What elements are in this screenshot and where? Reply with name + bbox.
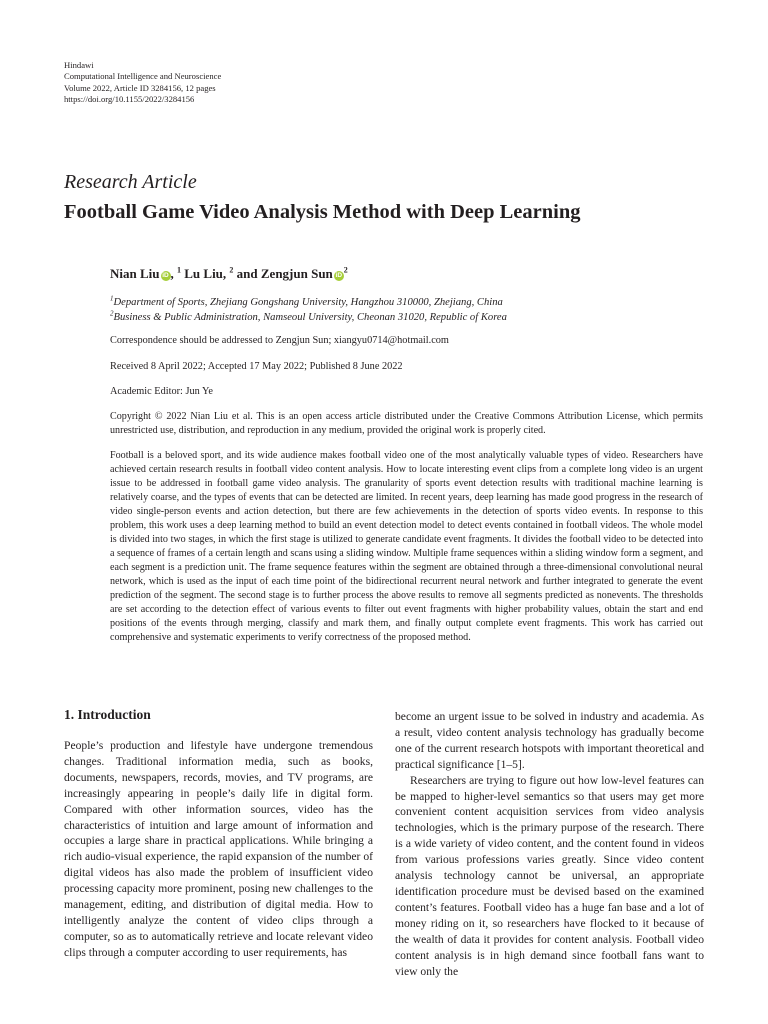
abstract: Football is a beloved sport, and its wide audience makes football video one of the most analytically valuable types of video. Researchers have achieved certain research results in football video content analysis. How to locate interesting event clips from a complete long video is an urgent issue to be addressed in football game video analysis. The granularity of sports event detection results with traditional machine learning is relatively coarse, and the types of events that can be detected are limited. In recent years, deep learning has made good progress in the research of video single-person events and action detection, but there are few achievements in the detection of sports video events. In response to this problem, this work uses a deep learning method to build an event detection model to detect events contained in football videos. The whole model is divided into two stages, in which the first stage is utilized to generate candidate event fragments. It divides the football video to be detected into a sequence of frames of a certain length and scans using a sliding window. Multiple frame sequences within a sliding window form a segment, and each segment is a prediction unit. The frame sequence features within the segment are obtained through a three-dimensional convolutional neural network, which is used as the input of each time point of the bidirectional recurrent neural network and further integrated to generate the event prediction of the segment. The second stage is to further process the above results to remove all segments predicted as nonevents. The thresholds are set according to the detection effect of various events to filter out event fragments with higher probability values, obtain the start and end positions of the events through merging, classify and mark them, and finally output complete event fragments. This work has carried out comprehensive and systematic experiments to verify correctness of the proposed method. [110, 450, 703, 643]
section-heading: 1. Introduction [64, 707, 151, 722]
orcid-icon[interactable]: iD [335, 272, 343, 279]
publisher-name: Hindawi [64, 60, 94, 70]
orcid-icon[interactable]: iD [162, 272, 169, 279]
academic-editor: Academic Editor: Jun Ye [110, 386, 213, 397]
article-type: Research Article [64, 171, 197, 193]
paragraph: People’s production and lifestyle have undergone tremendous changes. Traditional information media, such as books, documents, newspapers, records, movies, and TV programs, are increasingly appearing in people’s daily life in digital form. Compared with other information sources, video has the characteristics of intuition and large amount of information and occupies a large share in practical applications. While bringing a rich audio-visual experience, the rapid expansion of the number of digital videos has also made the problem of insufficient video processing capacity more prominent, posing new challenges to the management, editing, and distribution of digital media. How to intelligently analyze the content of video clips through a computer, so as to automatically retrieve and locate relevant video clips through a computer according to user requirements, has [64, 739, 373, 959]
author-affil-number: 2 [343, 265, 348, 275]
affiliation-text: Department of Sports, Zhejiang Gongshang University, Hangzhou 310000, Zhejiang, China [113, 297, 503, 308]
affiliations [110, 296, 507, 325]
paragraph: Researchers are trying to figure out how low-level features can be mapped to higher-level semantics so that users may get more convenient content acquisition services from video analysis technologies, which is the primary purpose of the research. There is a wide variety of video content, and the content found in videos from various professions varies greatly. Since video content analysis technology cannot be universal, an appropriate identification procedure must be devised based on the examined content’s features. Football video has a huge fan base and a lot of money riding on it, so researchers have flocked to it because of the wealth of data it provides for content analysis. Football video content analysis is in high demand since football fans want to view only the [395, 773, 704, 978]
volume-info: Volume 2022, Article ID 3284156, 12 pages [64, 82, 216, 93]
publication-dates: Received 8 April 2022; Accepted 17 May 2022; Published 8 June 2022 [110, 361, 403, 372]
correspondence-line: Correspondence should be addressed to Zengjun Sun; xiangyu0714@hotmail.com [110, 335, 449, 346]
paragraph: become an urgent issue to be solved in industry and academia. As a result, video content analysis technology has gradually become one of the current research hotspots with important theoretical and practical significance [1–5]. [395, 710, 704, 771]
doi-link[interactable]: https://doi.org/10.1155/2022/3284156 [64, 94, 195, 105]
author-name: Nian Liu [110, 266, 160, 281]
left-column [64, 738, 373, 961]
copyright-notice: Copyright © 2022 Nian Liu et al. This is an open access article distributed under the Creative Commons Attribution License, which permits unrestricted use, distribution, and reproduction in any medium, provided the original work is properly cited. [110, 411, 703, 436]
author-separator: and [233, 266, 261, 281]
affiliation-number: 1 [110, 294, 114, 303]
author-list [110, 266, 348, 282]
author-affil-number: 2 [229, 265, 234, 275]
paper-title: Football Game Video Analysis Method with Deep Learning [64, 201, 581, 223]
journal-header [64, 60, 221, 106]
affiliation-number: 2 [110, 308, 114, 317]
affiliation-line [110, 308, 507, 326]
affiliation-line [110, 296, 507, 311]
right-column [395, 709, 704, 979]
affiliation-text: Business & Public Administration, Namseoul University, Cheonan 31020, Republic of Korea [113, 311, 507, 323]
author-affil-number: 1 [177, 265, 181, 275]
author-name: Zengjun Sun [260, 266, 333, 281]
author-separator: , [170, 266, 177, 281]
journal-name: Computational Intelligence and Neuroscience [64, 71, 222, 82]
author-name: Lu Liu [184, 266, 223, 281]
author-separator: , [222, 266, 230, 281]
